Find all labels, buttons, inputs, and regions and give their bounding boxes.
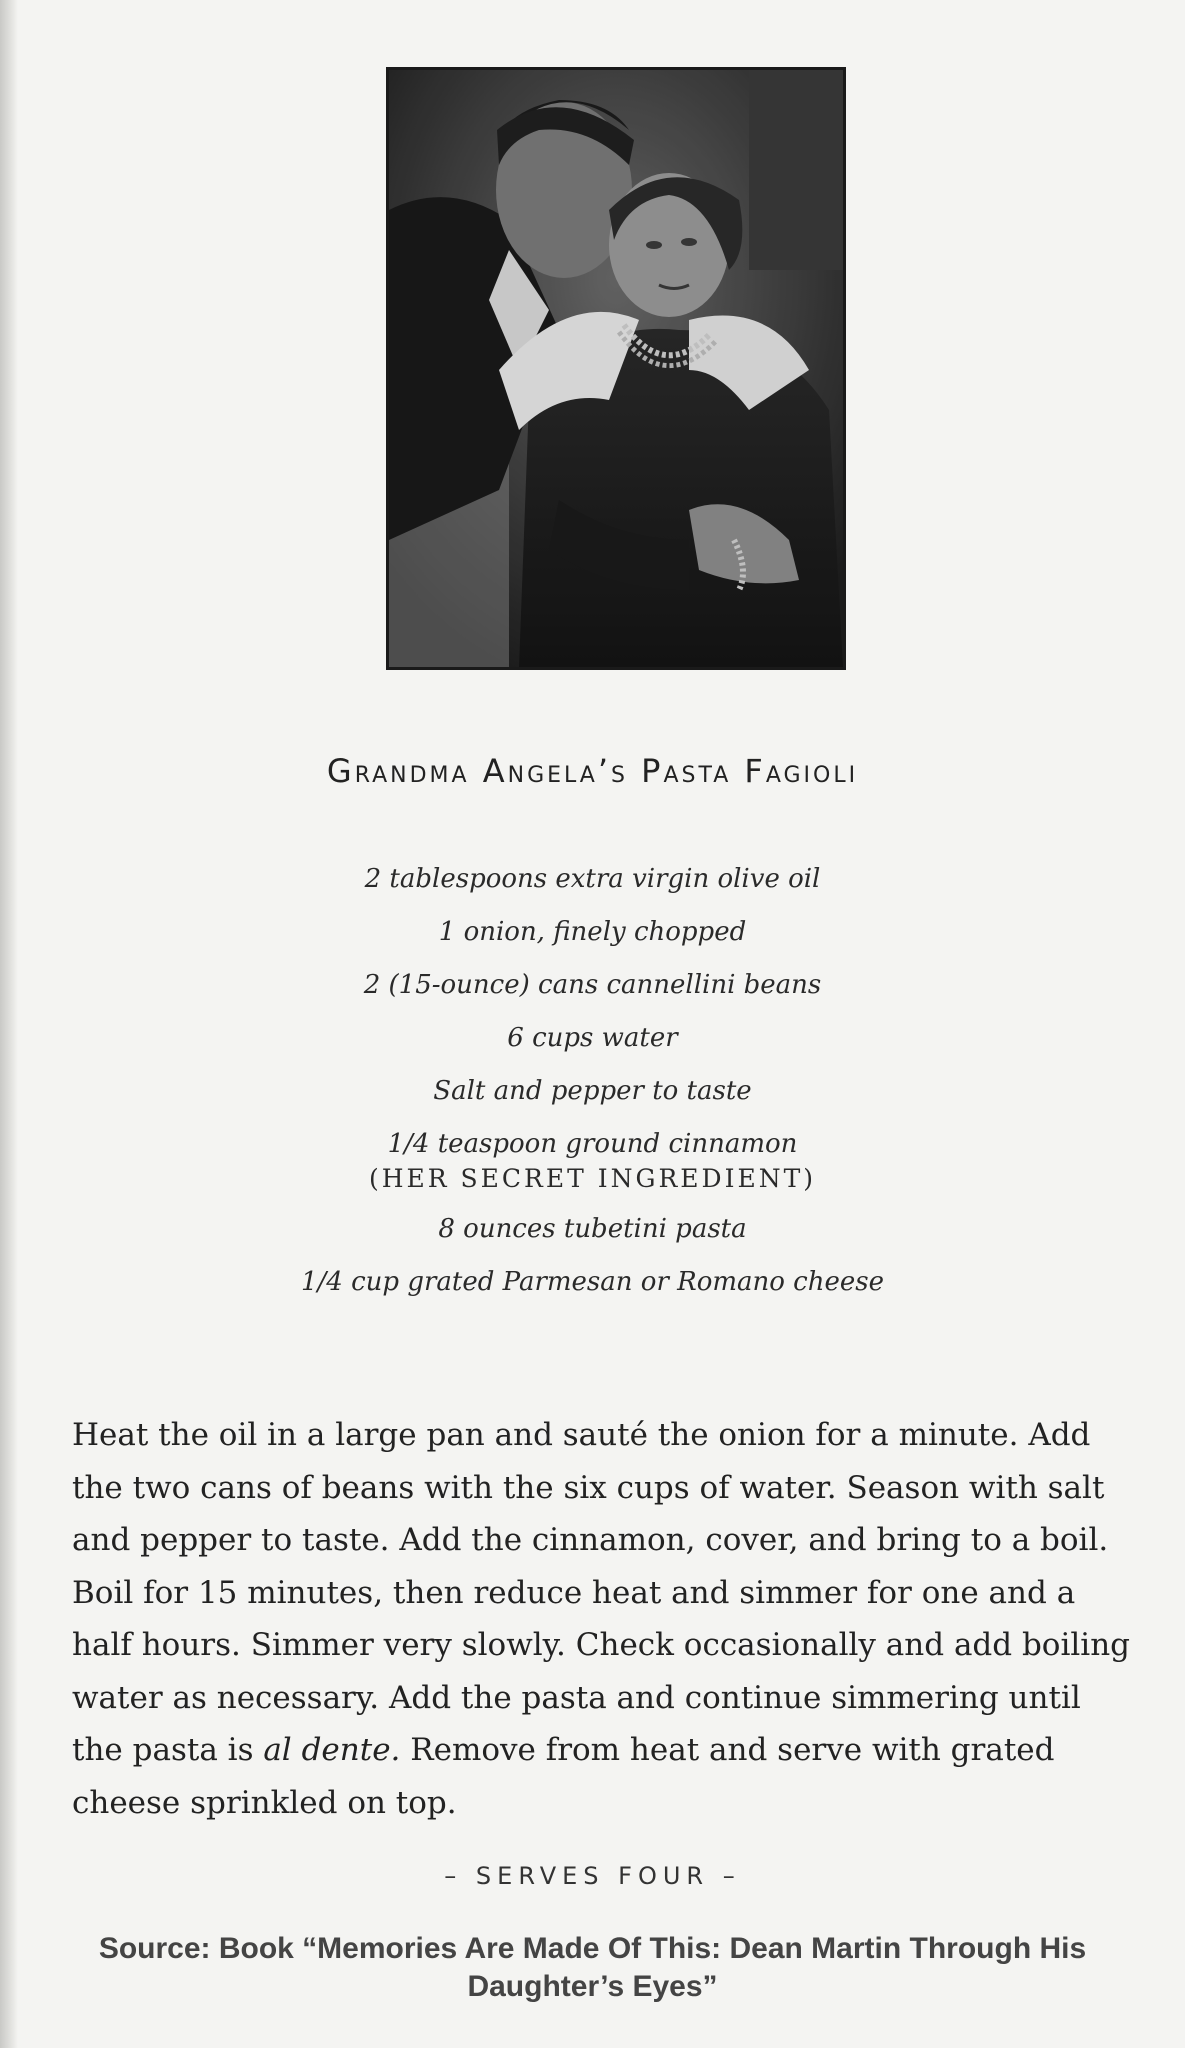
instructions-italic-term: al dente. [263,1732,401,1768]
instructions-text-end: Remove from heat and serve with grated cheese sprinkled on top. [72,1732,1055,1821]
ingredient-item: 2 tablespoons extra virgin olive oil [364,864,821,894]
ingredient-item: 6 cups water [507,1023,678,1053]
ingredient-item: 8 ounces tubetini pasta [438,1214,747,1244]
serves-label: – SERVES FOUR – [444,1862,741,1890]
ingredient-note: (HER SECRET INGREDIENT) [368,1164,817,1193]
ingredient-list [0,853,1185,1309]
ingredient-item: 1/4 cup grated Parmesan or Romano cheese [301,1267,884,1297]
recipe-instructions [72,1409,1132,1829]
recipe-title: Grandma Angela’s Pasta Fagioli [326,752,859,790]
ingredient-item: 1/4 teaspoon ground cinnamon [387,1129,798,1159]
source-caption: Source: Book “Memories Are Made Of This: Dean Martin Through His Daughter’s Eyes” [98,1932,1087,2003]
ingredient-item: Salt and pepper to taste [433,1076,752,1106]
vintage-photo-image [389,70,843,667]
ingredient-item: 2 (15-ounce) cans cannellini beans [363,970,822,1000]
ingredient-item: 1 onion, finely chopped [438,917,747,947]
vintage-photo [386,67,846,670]
instructions-text: Heat the oil in a large pan and sauté the onion for a minute. Add the two cans of beans with the six cups of water. Season with salt and pepper to taste. Add the cinnamon, cover, and bring to a boil. Boil for 15 minutes, then reduce heat and simmer for one and a half hours. Simmer very slowly. Check occasionally and add boiling water as necessary. Add the pasta and continue simmering until the pasta is [72,1417,1131,1768]
